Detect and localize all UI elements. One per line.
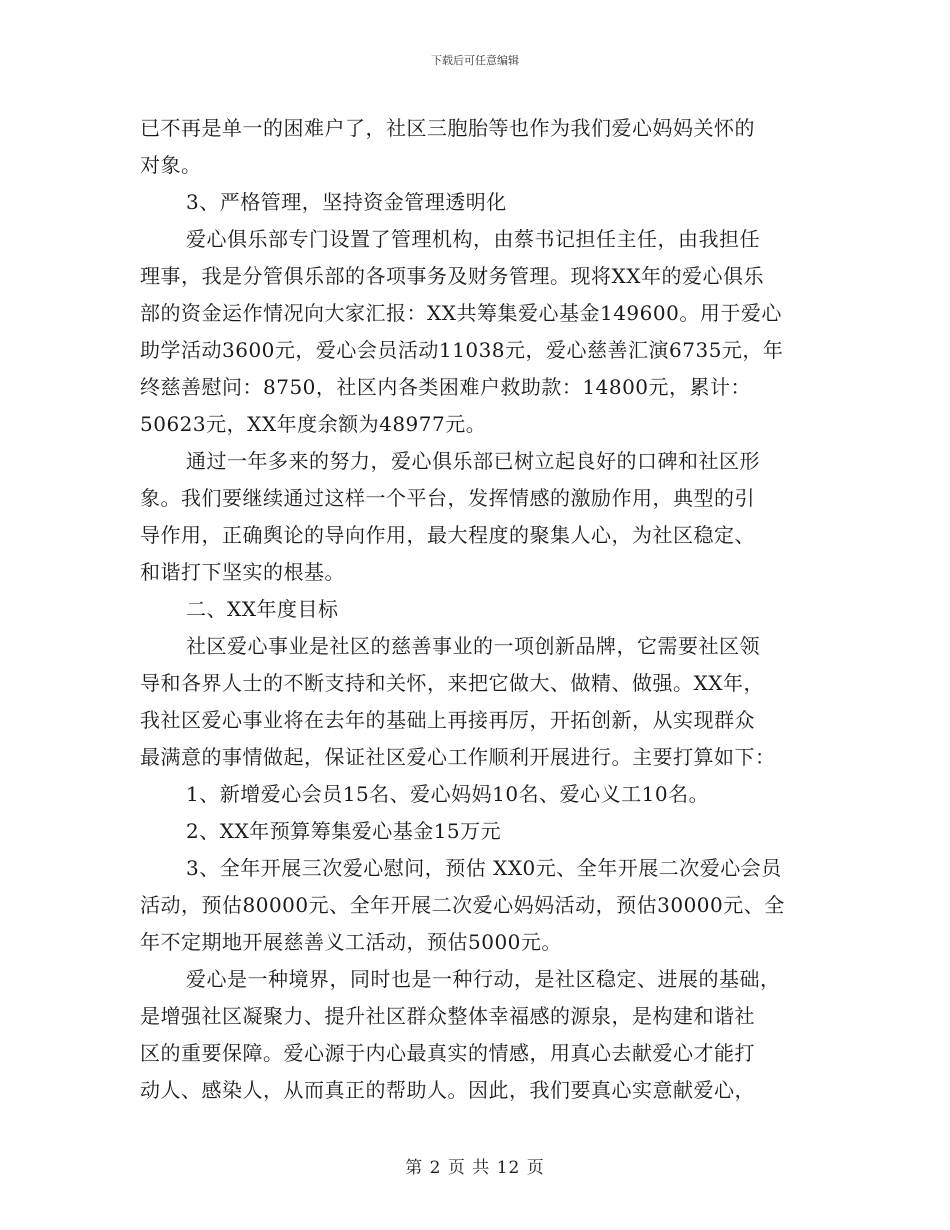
- document-body: [140, 110, 810, 1109]
- text-line: 爱心是一种境界，同时也是一种行动，是社区稳定、进展的基础，: [186, 967, 781, 991]
- text-line: 导和各界人士的不断支持和关怀，来把它做大、做精、做强。XX年，: [140, 671, 764, 695]
- text-line: 二、XX年度目标: [186, 597, 339, 621]
- text-line: 导作用，正确舆论的导向作用，最大程度的聚集人心，为社区稳定、: [140, 523, 755, 547]
- text-line: 象。我们要继续通过这样一个平台，发挥情感的激励作用，典型的引: [140, 486, 755, 510]
- text-line: 3、全年开展三次爱心慰问，预估 XX0元、全年开展二次爱心会员: [186, 856, 782, 880]
- text-line: 是增强社区凝聚力、提升社区群众整体幸福感的源泉，是构建和谐社: [140, 1004, 755, 1028]
- text-line: 社区爱心事业是社区的慈善事业的一项创新品牌，它需要社区领: [186, 634, 760, 658]
- text-line: 活动，预估80000元、全年开展二次爱心妈妈活动，预估30000元、全: [140, 893, 785, 917]
- text-line: 2、XX年预算筹集爱心基金15万元: [186, 819, 502, 843]
- text-line: 我社区爱心事业将在去年的基础上再接再厉，开拓创新，从实现群众: [140, 708, 755, 732]
- page-footer: 第 2 页 共 12 页: [405, 1158, 545, 1178]
- text-line: 和谐打下坚实的根基。: [140, 560, 345, 584]
- text-line: 爱心俱乐部专门设置了管理机构，由蔡书记担任主任，由我担任: [186, 227, 760, 251]
- text-line: 年不定期地开展慈善义工活动，预估5000元。: [140, 930, 562, 954]
- page-header: 下载后可任意编辑: [431, 54, 519, 67]
- text-line: 助学活动3600元，爱心会员活动11038元，爱心慈善汇演6735元，年: [140, 338, 784, 362]
- text-line: 理事，我是分管俱乐部的各项事务及财务管理。现将XX年的爱心俱乐: [140, 264, 764, 288]
- text-line: 3、严格管理，坚持资金管理透明化: [186, 190, 507, 214]
- text-line: 终慈善慰问：8750，社区内各类困难户救助款：14800元，累计：: [140, 375, 752, 399]
- text-line: 通过一年多来的努力，爱心俱乐部已树立起良好的口碑和社区形: [186, 449, 760, 473]
- text-line: 区的重要保障。爱心源于内心最真实的情感，用真心去献爱心才能打: [140, 1041, 755, 1065]
- text-line: 动人、感染人，从而真正的帮助人。因此，我们要真心实意献爱心，: [140, 1078, 755, 1102]
- text-line: 50623元，XX年度余额为48977元。: [140, 412, 487, 436]
- text-line: 部的资金运作情况向大家汇报：XX共筹集爱心基金149600。用于爱心: [140, 301, 782, 325]
- text-line: 最满意的事情做起，保证社区爱心工作顺利开展进行。主要打算如下：: [140, 745, 776, 769]
- text-line: 1、新增爱心会员15名、爱心妈妈10名、爱心义工10名。: [186, 782, 710, 806]
- text-line: 已不再是单一的困难户了，社区三胞胎等也作为我们爱心妈妈关怀的: [140, 116, 755, 140]
- text-line: 对象。: [140, 153, 202, 177]
